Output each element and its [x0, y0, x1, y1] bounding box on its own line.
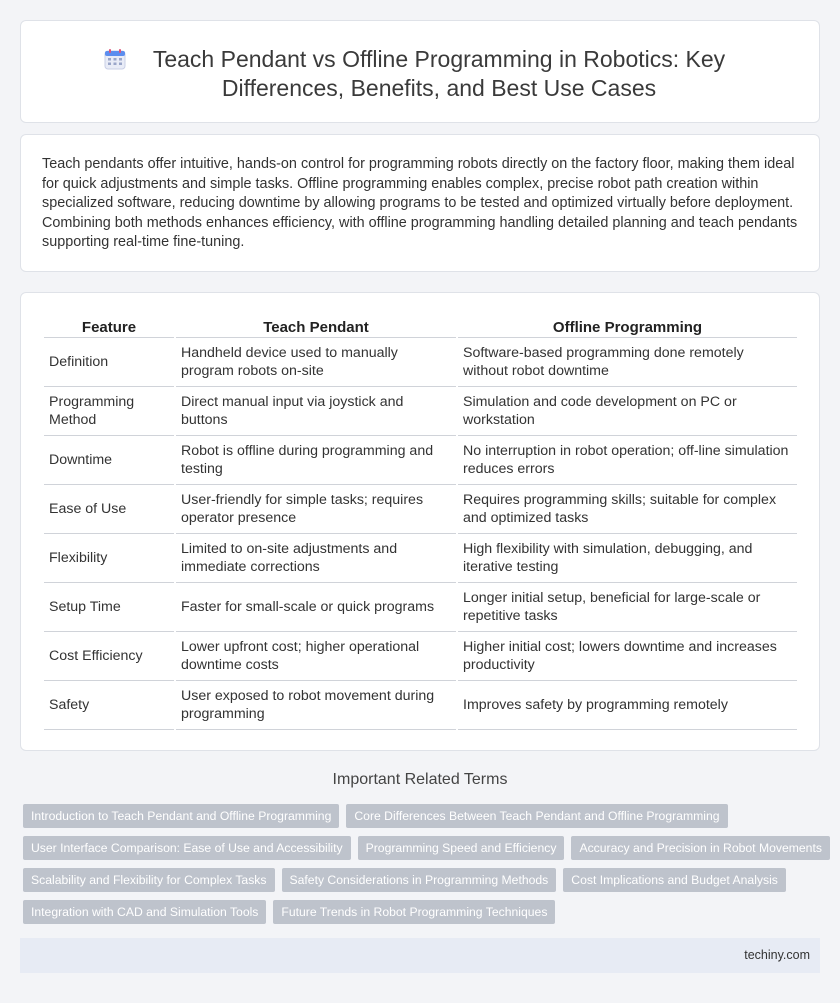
intro-paragraph: Teach pendants offer intuitive, hands-on control for programming robots directly on the factory floor, making them ideal for quick adjustments and simple tasks. Offline programming enables complex, precise robot path creation within specialized software, reducing downtime by allowing programs to be tested and optimized virtually before deployment. Combining both methods enhances efficiency, with offline programming handling detailed planning and teach pendants supporting real-time fine-tuning. — [42, 156, 798, 250]
tag-row — [23, 868, 823, 892]
offline-programming-cell: Improves safety by programming remotely — [458, 681, 797, 730]
teach-pendant-cell: Robot is offline during programming and testing — [176, 436, 456, 485]
teach-pendant-cell: Direct manual input via joystick and buttons — [176, 387, 456, 436]
comparison-table-card — [20, 292, 820, 751]
header-teach-pendant: Teach Pendant — [176, 316, 456, 338]
table-row — [44, 485, 797, 534]
related-term-tag[interactable]: Safety Considerations in Programming Methods — [282, 868, 557, 892]
feature-cell: Setup Time — [44, 583, 174, 632]
related-term-tag[interactable]: Core Differences Between Teach Pendant and Offline Programming — [346, 804, 727, 828]
offline-programming-cell: Longer initial setup, beneficial for large-scale or repetitive tasks — [458, 583, 797, 632]
teach-pendant-cell: Limited to on-site adjustments and immediate corrections — [176, 534, 456, 583]
page-title: Teach Pendant vs Offline Programming in Robotics: Key Differences, Benefits, and Best Use Cases — [152, 46, 726, 101]
feature-cell: Definition — [44, 338, 174, 387]
related-terms-list — [23, 804, 823, 932]
teach-pendant-cell: Faster for small-scale or quick programs — [176, 583, 456, 632]
teach-pendant-cell: Handheld device used to manually program robots on-site — [176, 338, 456, 387]
related-term-tag[interactable]: Accuracy and Precision in Robot Movements — [571, 836, 830, 860]
intro-card — [20, 134, 820, 272]
table-row — [44, 436, 797, 485]
related-term-tag[interactable]: Integration with CAD and Simulation Tools — [23, 900, 266, 924]
related-term-tag[interactable]: Future Trends in Robot Programming Techniques — [273, 900, 555, 924]
table-header-row — [44, 316, 797, 338]
feature-cell: Safety — [44, 681, 174, 730]
feature-cell: Flexibility — [44, 534, 174, 583]
related-term-tag[interactable]: Programming Speed and Efficiency — [358, 836, 565, 860]
teach-pendant-cell: User-friendly for simple tasks; requires operator presence — [176, 485, 456, 534]
feature-cell: Cost Efficiency — [44, 632, 174, 681]
table-row — [44, 534, 797, 583]
offline-programming-cell: No interruption in robot operation; off-line simulation reduces errors — [458, 436, 797, 485]
table-row — [44, 681, 797, 730]
related-term-tag[interactable]: Cost Implications and Budget Analysis — [563, 868, 786, 892]
table-row — [44, 632, 797, 681]
footer-site-name[interactable]: techiny.com — [744, 948, 810, 962]
offline-programming-cell: High flexibility with simulation, debugging, and iterative testing — [458, 534, 797, 583]
header-feature: Feature — [44, 316, 174, 338]
related-term-tag[interactable]: Introduction to Teach Pendant and Offline Programming — [23, 804, 339, 828]
offline-programming-cell: Requires programming skills; suitable for complex and optimized tasks — [458, 485, 797, 534]
comparison-table — [42, 316, 799, 730]
related-terms-heading: Important Related Terms — [332, 771, 508, 788]
table-row — [44, 387, 797, 436]
tag-row — [23, 804, 823, 828]
offline-programming-cell: Simulation and code development on PC or workstation — [458, 387, 797, 436]
header-offline-programming: Offline Programming — [458, 316, 797, 338]
teach-pendant-cell: User exposed to robot movement during programming — [176, 681, 456, 730]
tag-row — [23, 900, 823, 924]
teach-pendant-cell: Lower upfront cost; higher operational downtime costs — [176, 632, 456, 681]
feature-cell: Programming Method — [44, 387, 174, 436]
feature-cell: Ease of Use — [44, 485, 174, 534]
related-term-tag[interactable]: Scalability and Flexibility for Complex Tasks — [23, 868, 275, 892]
tag-row — [23, 836, 823, 860]
title-card — [20, 20, 820, 123]
offline-programming-cell: Software-based programming done remotely without robot downtime — [458, 338, 797, 387]
feature-cell: Downtime — [44, 436, 174, 485]
table-row — [44, 338, 797, 387]
offline-programming-cell: Higher initial cost; lowers downtime and increases productivity — [458, 632, 797, 681]
table-row — [44, 583, 797, 632]
related-term-tag[interactable]: User Interface Comparison: Ease of Use and Accessibility — [23, 836, 351, 860]
footer — [20, 938, 820, 973]
